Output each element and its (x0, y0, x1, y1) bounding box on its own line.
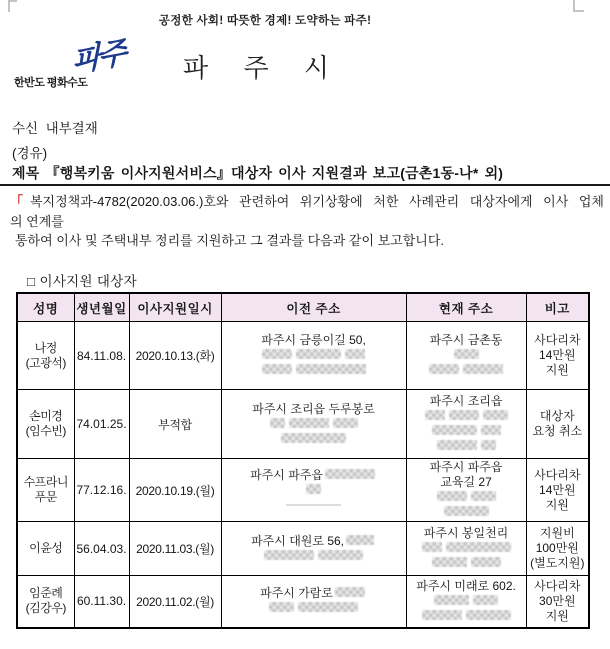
redacted-blur (473, 595, 498, 605)
address-line: 파주시 파주읍 (224, 468, 404, 483)
birth-date-cell: 74.01.25. (74, 390, 129, 459)
redacted-blur (306, 484, 321, 494)
redacted-blur (483, 410, 508, 420)
redacted-blur (454, 349, 479, 359)
address-line: 파주시 조리읍 (429, 394, 503, 408)
address-line: 파주시 봉일천리 (423, 526, 509, 540)
cell-text-line: 대상자 (539, 409, 575, 423)
redacted-blur (481, 440, 496, 450)
support-date-cell: 2020.10.19.(월) (129, 459, 221, 522)
section-title: □ 이사지원 대상자 (27, 274, 137, 289)
current-address-cell (406, 576, 526, 628)
birth-date-cell: 56.04.03. (74, 522, 129, 576)
cell-text-line: 요청 취소 (532, 424, 583, 438)
redacted-blur (425, 410, 445, 420)
redacted-blur (481, 425, 501, 435)
note-cell (526, 459, 589, 522)
redacted-blur (466, 610, 511, 620)
cell-text-line: (고광석) (25, 355, 66, 370)
body-line: 「복지정책과-4782(2020.03.06.)호와 관련하여 위기상황에 처한 사례관리 대상자에게 이사 업체 (10, 194, 604, 209)
page-corner-mark-right (573, 0, 584, 12)
birth-date-cell: 60.11.30. (74, 576, 129, 628)
address-line (224, 601, 404, 616)
address-line (224, 498, 404, 513)
cell-text-line: 이윤성 (29, 541, 63, 555)
cell-text-line: (임수빈) (25, 424, 66, 438)
column-header: 생년월일 (74, 293, 129, 322)
note-cell (526, 522, 589, 576)
reference-mark: 「 (10, 194, 30, 209)
redacted-blur (262, 364, 292, 374)
cell-text-line: 지원 (545, 363, 569, 377)
redacted-blur (298, 602, 358, 612)
redacted-blur (429, 364, 459, 374)
redacted-blur (471, 557, 501, 567)
redacted-blur (432, 557, 467, 567)
current-address-cell (406, 459, 526, 522)
recipient-line: 수신 내부결재 (12, 121, 98, 136)
address-line (224, 417, 404, 432)
redacted-blur (432, 425, 477, 435)
cell-text-line: 손미경 (29, 409, 63, 423)
redacted-blur (434, 595, 469, 605)
address-line (224, 483, 404, 498)
faint-rule (286, 504, 341, 506)
page-corner-mark-left (8, 0, 17, 12)
birth-date-cell: 77.12.16. (74, 459, 129, 522)
previous-address-cell (221, 459, 406, 522)
address-line: 파주시 금촌동 (429, 333, 503, 347)
redacted-blur (444, 506, 489, 516)
redacted-blur (270, 418, 285, 428)
paju-city-logo (14, 34, 126, 92)
via-line: (경유) (12, 146, 48, 161)
previous-address-cell (221, 576, 406, 628)
cell-text-line: 30만원 (539, 593, 576, 608)
address-line (409, 424, 524, 439)
redacted-blur (446, 542, 511, 552)
title-char: 주 (243, 53, 269, 83)
address-line (409, 541, 524, 556)
cell-text-line: 수프라니 (23, 475, 68, 489)
column-header: 이전 주소 (221, 293, 406, 322)
table-row (17, 390, 589, 459)
previous-address-cell (221, 322, 406, 390)
name-cell (17, 322, 74, 390)
title-char: 파 (183, 53, 209, 83)
address-line: 파주시 금릉이길 50, (261, 333, 366, 347)
redacted-blur (325, 469, 375, 479)
redacted-blur (281, 433, 346, 443)
column-header: 이사지원일시 (129, 293, 221, 322)
cell-text-line: 14만원 (539, 348, 576, 362)
support-date-cell: 부적합 (129, 390, 221, 459)
document-title (183, 48, 329, 85)
address-line (224, 549, 404, 564)
column-header: 비고 (526, 293, 589, 322)
address-line (409, 609, 524, 624)
redacted-blur (422, 610, 462, 620)
support-date-cell: 2020.10.13.(화) (129, 322, 221, 390)
support-results-table (16, 292, 590, 629)
current-address-cell (406, 322, 526, 390)
name-cell (17, 576, 74, 628)
body-line: 의 연계를 (10, 213, 64, 229)
redacted-blur (471, 491, 496, 501)
column-header: 현재 주소 (406, 293, 526, 322)
redacted-blur (269, 602, 294, 612)
birth-date-cell: 84.11.08. (74, 322, 129, 390)
cell-text-line: 사다리차 (534, 578, 581, 593)
subject-divider (0, 184, 610, 186)
redacted-blur (262, 349, 292, 359)
address-line (409, 409, 524, 424)
address-line (409, 505, 524, 520)
redacted-blur (345, 349, 365, 359)
cell-text-line: 푸문 (34, 490, 57, 504)
redacted-blur (335, 587, 365, 597)
redacted-blur (437, 440, 477, 450)
address-line: 파주시 파주읍 (429, 460, 503, 474)
column-header: 성명 (17, 293, 74, 322)
logo-caption: 한반도 평화수도 (14, 77, 88, 89)
redacted-blur (449, 410, 479, 420)
address-line: 파주시 가람로 (224, 586, 404, 601)
table-row (17, 322, 589, 390)
address-line (409, 490, 524, 505)
cell-text-line: 임준례 (29, 586, 63, 601)
redacted-blur (346, 535, 374, 545)
redacted-blur (422, 542, 442, 552)
address-line: 파주시 조리읍 두루봉로 (252, 401, 375, 416)
body-line: 통하여 이사 및 주택내부 정리를 지원하고 그 결과를 다음과 같이 보고합니다. (15, 233, 445, 248)
redacted-blur (333, 418, 358, 428)
cell-text-line: 사다리차 (534, 467, 581, 482)
note-cell (526, 390, 589, 459)
redacted-blur (264, 550, 314, 560)
address-line (224, 348, 404, 363)
redacted-blur (289, 418, 329, 428)
previous-address-cell (221, 522, 406, 576)
table-row (17, 576, 589, 628)
name-cell (17, 459, 74, 522)
subject-line: 제목 『행복키움 이사지원서비스』대상자 이사 지원결과 보고(금촌1동-나* 외) (12, 165, 504, 181)
table-row (17, 522, 589, 576)
address-line: 교육길 27 (440, 475, 492, 489)
cell-text-line: 나정 (34, 340, 57, 355)
city-slogan: 공정한 사회! 따뜻한 경제! 도약하는 파주! (158, 15, 372, 27)
redacted-blur (463, 364, 503, 374)
address-line (409, 439, 524, 454)
address-line (409, 556, 524, 571)
cell-text-line: (김강우) (25, 601, 66, 616)
cell-text-line: 지원 (545, 608, 569, 623)
redacted-blur (296, 364, 366, 374)
cell-text-line: (별도지원) (530, 556, 585, 570)
name-cell (17, 522, 74, 576)
letter-body (10, 192, 604, 251)
address-line (409, 363, 524, 378)
address-line: 파주시 미래로 602. (416, 578, 516, 593)
title-char: 시 (303, 53, 329, 83)
cell-text-line: 100만원 (535, 541, 579, 555)
address-line (409, 348, 524, 363)
cell-text-line: 지원 (545, 497, 569, 512)
redacted-blur (296, 349, 341, 359)
cell-text-line: 사다리차 (534, 333, 581, 347)
redacted-blur (437, 491, 467, 501)
address-line: 파주시 대원로 56, (224, 534, 404, 549)
cell-text-line: 14만원 (539, 482, 576, 497)
note-cell (526, 576, 589, 628)
previous-address-cell (221, 390, 406, 459)
address-line (224, 363, 404, 378)
table-row (17, 459, 589, 522)
support-date-cell: 2020.11.03.(월) (129, 522, 221, 576)
address-line (224, 432, 404, 447)
name-cell (17, 390, 74, 459)
address-line (409, 594, 524, 609)
current-address-cell (406, 522, 526, 576)
paju-logo-mark-icon: 파주 (71, 36, 125, 79)
support-date-cell: 2020.11.02.(월) (129, 576, 221, 628)
redacted-blur (318, 550, 363, 560)
current-address-cell (406, 390, 526, 459)
cell-text-line: 지원비 (539, 526, 575, 540)
note-cell (526, 322, 589, 390)
